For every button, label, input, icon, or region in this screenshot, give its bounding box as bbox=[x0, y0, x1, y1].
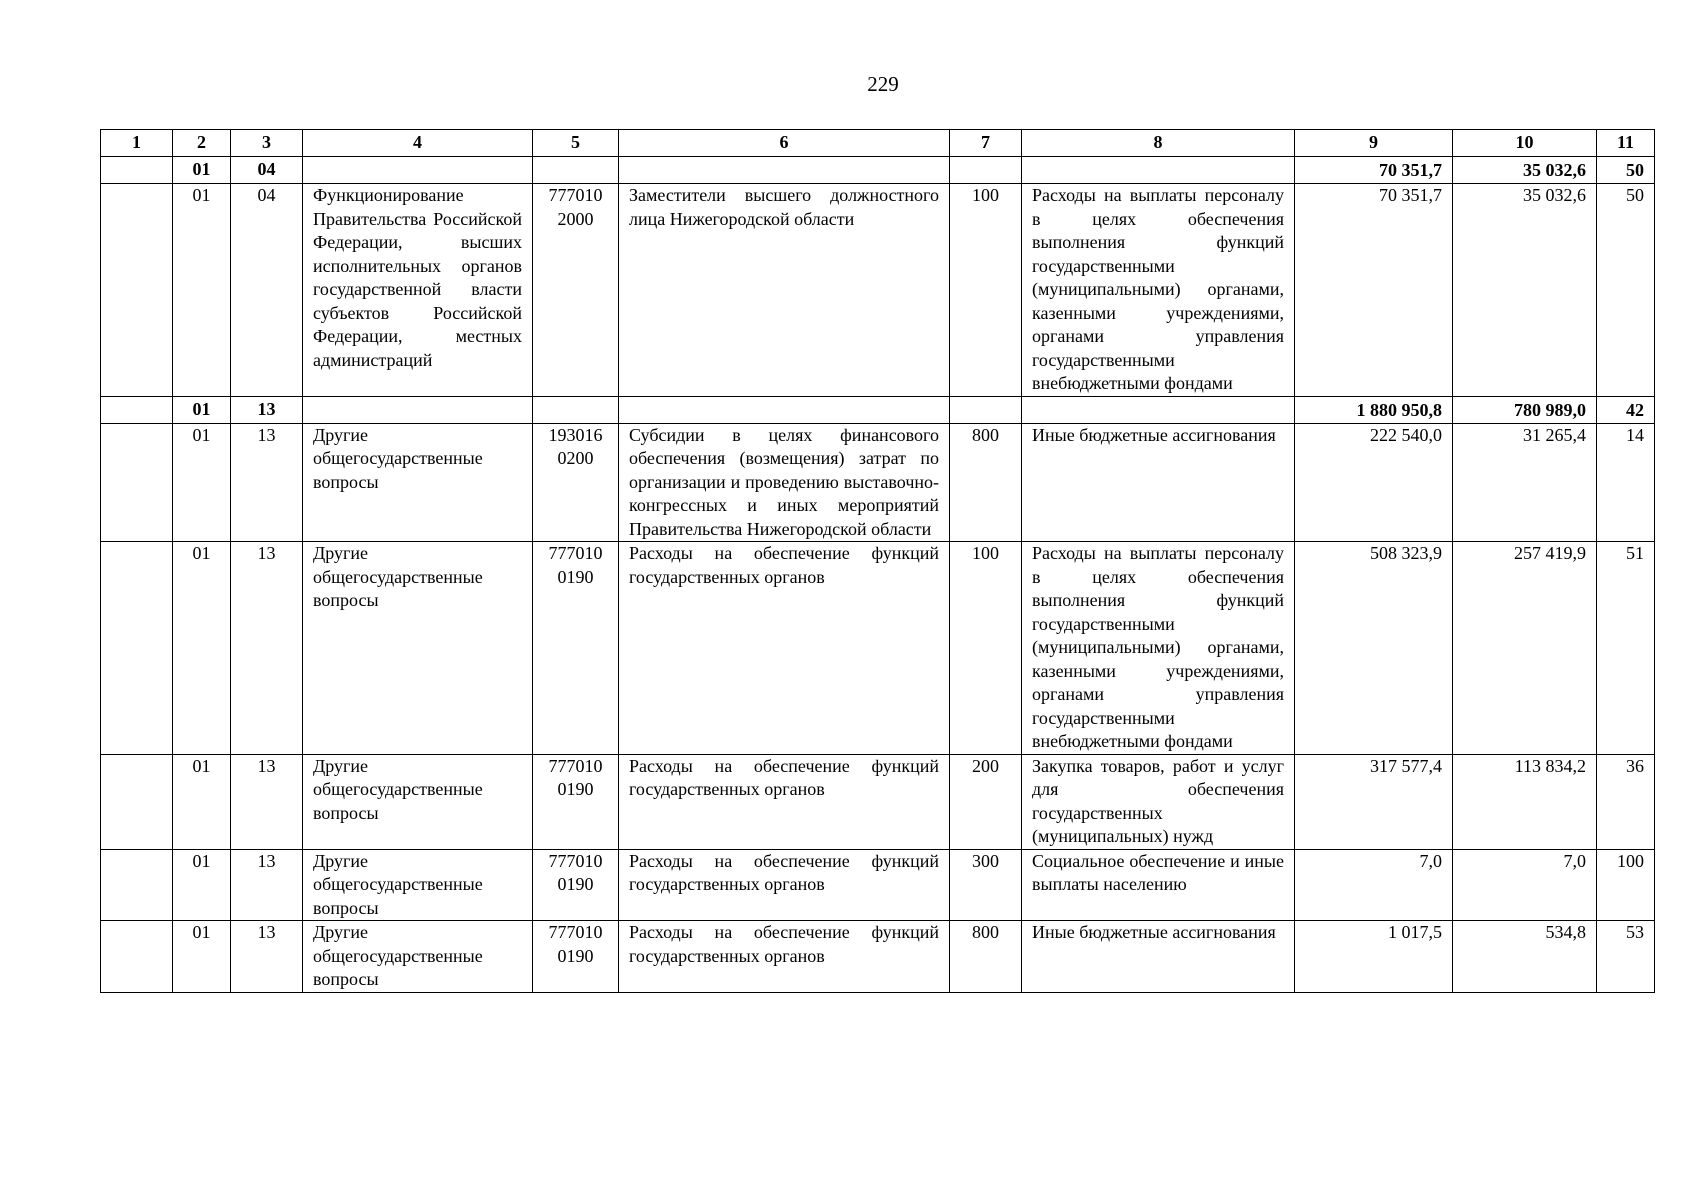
cell-target-name: Расходы на обеспечение функций государственных органов bbox=[619, 754, 950, 849]
cell-subsection-code: 04 bbox=[231, 184, 303, 397]
cell-subsection-code: 13 bbox=[231, 754, 303, 849]
table-row bbox=[101, 921, 1655, 993]
cell-expense-type: 300 bbox=[950, 849, 1022, 921]
cell-target-article bbox=[533, 849, 619, 921]
cell-subsection-name: Другие общегосударственные вопросы bbox=[303, 849, 533, 921]
cell-col4 bbox=[303, 396, 533, 423]
cell-col1 bbox=[101, 423, 173, 542]
cell-subsection-code: 13 bbox=[231, 396, 303, 423]
cell-target-article bbox=[533, 921, 619, 993]
cell-col7 bbox=[950, 157, 1022, 184]
cell-percent: 36 bbox=[1597, 754, 1655, 849]
cell-subsection-name: Функционирование Правительства Российской Федерации, высших исполнительных органов государственной власти субъектов Российской Федерации, местных администраций bbox=[303, 184, 533, 397]
section-row bbox=[101, 396, 1655, 423]
cell-target-name: Расходы на обеспечение функций государственных органов bbox=[619, 542, 950, 755]
header-cell: 1 bbox=[101, 130, 173, 157]
cell-subsection-code: 13 bbox=[231, 921, 303, 993]
cell-col1 bbox=[101, 184, 173, 397]
cell-expense-type: 800 bbox=[950, 921, 1022, 993]
header-cell: 6 bbox=[619, 130, 950, 157]
cell-col6 bbox=[619, 157, 950, 184]
cell-target-article bbox=[533, 754, 619, 849]
section-row bbox=[101, 157, 1655, 184]
target-article-part: 0190 bbox=[557, 566, 594, 587]
cell-subsection-code: 13 bbox=[231, 849, 303, 921]
cell-subsection-name: Другие общегосударственные вопросы bbox=[303, 423, 533, 542]
target-article-part: 777010 bbox=[548, 185, 603, 205]
cell-percent: 14 bbox=[1597, 423, 1655, 542]
cell-expense-name: Расходы на выплаты персоналу в целях обеспечения выполнения функций государственными (муниципальными) органами, казенными учреждениями, органами управления государственными внебюджетными фондами bbox=[1022, 542, 1295, 755]
cell-col1 bbox=[101, 396, 173, 423]
cell-expense-name: Иные бюджетные ассигнования bbox=[1022, 423, 1295, 542]
cell-target-article bbox=[533, 423, 619, 542]
target-article-part: 777010 bbox=[548, 850, 603, 871]
cell-amount-executed: 35 032,6 bbox=[1453, 157, 1597, 184]
cell-expense-type: 800 bbox=[950, 423, 1022, 542]
cell-section-code: 01 bbox=[173, 849, 231, 921]
header-cell: 9 bbox=[1295, 130, 1453, 157]
cell-amount-planned: 222 540,0 bbox=[1295, 423, 1453, 542]
cell-amount-planned: 1 880 950,8 bbox=[1295, 396, 1453, 423]
header-cell: 2 bbox=[173, 130, 231, 157]
budget-table bbox=[100, 129, 1655, 993]
header-cell: 8 bbox=[1022, 130, 1295, 157]
cell-section-code: 01 bbox=[173, 396, 231, 423]
cell-amount-planned: 70 351,7 bbox=[1295, 184, 1453, 397]
cell-target-article bbox=[533, 184, 619, 397]
cell-expense-type: 200 bbox=[950, 754, 1022, 849]
cell-amount-planned: 7,0 bbox=[1295, 849, 1453, 921]
cell-subsection-code: 13 bbox=[231, 542, 303, 755]
target-article-part: 777010 bbox=[548, 543, 603, 563]
cell-amount-planned: 317 577,4 bbox=[1295, 754, 1453, 849]
header-cell: 4 bbox=[303, 130, 533, 157]
cell-amount-planned: 508 323,9 bbox=[1295, 542, 1453, 755]
cell-target-name: Расходы на обеспечение функций государственных органов bbox=[619, 921, 950, 993]
header-cell: 10 bbox=[1453, 130, 1597, 157]
cell-col7 bbox=[950, 396, 1022, 423]
cell-col1 bbox=[101, 921, 173, 993]
cell-col8 bbox=[1022, 157, 1295, 184]
cell-section-code: 01 bbox=[173, 754, 231, 849]
cell-expense-name: Расходы на выплаты персоналу в целях обеспечения выполнения функций государственными (муниципальными) органами, казенными учреждениями, органами управления государственными внебюджетными фондами bbox=[1022, 184, 1295, 397]
cell-expense-name: Иные бюджетные ассигнования bbox=[1022, 921, 1295, 993]
cell-expense-name: Социальное обеспечение и иные выплаты населению bbox=[1022, 849, 1295, 921]
target-article-part: 0190 bbox=[557, 874, 594, 894]
target-article-part: 777010 bbox=[548, 922, 603, 942]
cell-section-code: 01 bbox=[173, 423, 231, 542]
cell-subsection-name: Другие общегосударственные вопросы bbox=[303, 921, 533, 993]
target-article-part: 777010 bbox=[548, 755, 603, 776]
cell-amount-executed: 780 989,0 bbox=[1453, 396, 1597, 423]
cell-subsection-name: Другие общегосударственные вопросы bbox=[303, 542, 533, 755]
cell-col1 bbox=[101, 849, 173, 921]
cell-target-name: Заместители высшего должностного лица Нижегородской области bbox=[619, 184, 950, 397]
header-cell: 7 bbox=[950, 130, 1022, 157]
cell-percent: 53 bbox=[1597, 921, 1655, 993]
cell-percent: 50 bbox=[1597, 157, 1655, 184]
header-cell: 5 bbox=[533, 130, 619, 157]
cell-amount-executed: 31 265,4 bbox=[1453, 423, 1597, 542]
target-article-part: 0190 bbox=[557, 779, 594, 799]
target-article-part: 0190 bbox=[557, 945, 594, 966]
cell-subsection-name: Другие общегосударственные вопросы bbox=[303, 754, 533, 849]
cell-col1 bbox=[101, 754, 173, 849]
cell-expense-type: 100 bbox=[950, 542, 1022, 755]
cell-col4 bbox=[303, 157, 533, 184]
cell-target-name: Субсидии в целях финансового обеспечения (возмещения) затрат по организации и проведению выставочно-конгрессных и иных мероприятий Правительства Нижегородской области bbox=[619, 423, 950, 542]
cell-section-code: 01 bbox=[173, 157, 231, 184]
cell-percent: 100 bbox=[1597, 849, 1655, 921]
table-row bbox=[101, 423, 1655, 542]
header-row bbox=[101, 130, 1655, 157]
cell-col1 bbox=[101, 157, 173, 184]
cell-section-code: 01 bbox=[173, 184, 231, 397]
table-row bbox=[101, 184, 1655, 397]
cell-col6 bbox=[619, 396, 950, 423]
cell-amount-executed: 7,0 bbox=[1453, 849, 1597, 921]
cell-col1 bbox=[101, 542, 173, 755]
cell-subsection-code: 04 bbox=[231, 157, 303, 184]
cell-target-article bbox=[533, 542, 619, 755]
cell-percent: 42 bbox=[1597, 396, 1655, 423]
table-row bbox=[101, 754, 1655, 849]
cell-amount-executed: 534,8 bbox=[1453, 921, 1597, 993]
target-article-part: 193016 bbox=[548, 424, 603, 445]
cell-section-code: 01 bbox=[173, 542, 231, 755]
cell-amount-executed: 257 419,9 bbox=[1453, 542, 1597, 755]
header-cell: 3 bbox=[231, 130, 303, 157]
cell-subsection-code: 13 bbox=[231, 423, 303, 542]
cell-percent: 50 bbox=[1597, 184, 1655, 397]
cell-amount-planned: 1 017,5 bbox=[1295, 921, 1453, 993]
target-article-part: 0200 bbox=[557, 448, 594, 468]
cell-expense-name: Закупка товаров, работ и услуг для обеспечения государственных (муниципальных) нужд bbox=[1022, 754, 1295, 849]
cell-amount-executed: 35 032,6 bbox=[1453, 184, 1597, 397]
cell-expense-type: 100 bbox=[950, 184, 1022, 397]
cell-col5 bbox=[533, 396, 619, 423]
cell-amount-planned: 70 351,7 bbox=[1295, 157, 1453, 184]
cell-col8 bbox=[1022, 396, 1295, 423]
table-row bbox=[101, 849, 1655, 921]
cell-percent: 51 bbox=[1597, 542, 1655, 755]
cell-target-name: Расходы на обеспечение функций государственных органов bbox=[619, 849, 950, 921]
cell-amount-executed: 113 834,2 bbox=[1453, 754, 1597, 849]
page-number: 229 bbox=[867, 72, 899, 96]
header-cell: 11 bbox=[1597, 130, 1655, 157]
target-article-part: 2000 bbox=[557, 208, 594, 229]
table-row bbox=[101, 542, 1655, 755]
cell-section-code: 01 bbox=[173, 921, 231, 993]
cell-col5 bbox=[533, 157, 619, 184]
